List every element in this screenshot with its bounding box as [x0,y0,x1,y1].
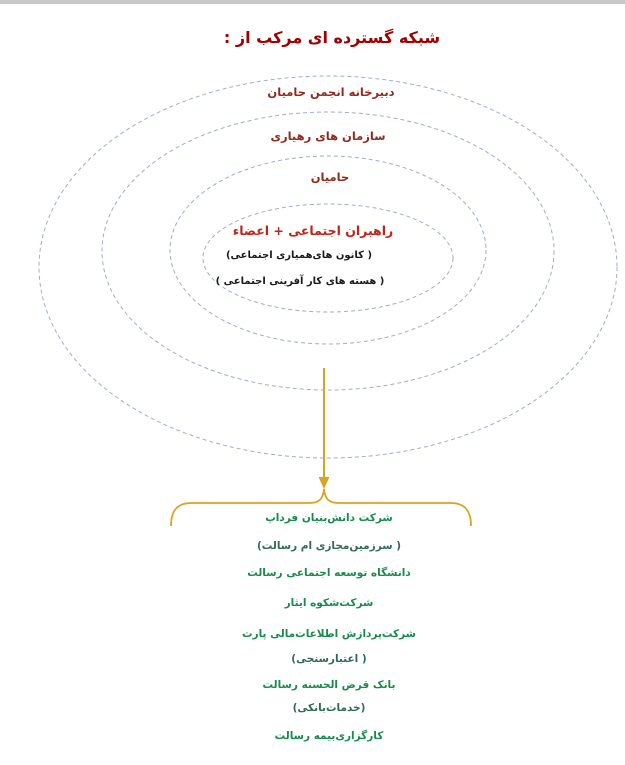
company-item-part-financial-data-processing: شرکت‌پردازش اطلاعات‌مالی پارت [241,628,417,640]
ring-label-secretariat: دبیرخانه انجمن حامیان [267,85,395,99]
company-item-resalat-qarz-alhasaneh-bank: بانک قرض الحسنه رسالت [262,679,396,691]
company-item-resalat-insurance-brokerage: کارگزاری‌بیمه رسالت [274,730,384,742]
company-item-banking-services: (خدمات‌بانکی) [292,702,366,714]
company-item-fardab: شرکت دانش‌بنیان فرداپ [265,512,393,524]
core-label-entrepreneurship-cores: ( هسته های کار آفرینی اجتماعی ) [215,276,385,287]
page-title: شبکه گسترده ای مرکب از : [223,28,441,47]
core-label-cooperation-centers: ( کانون های‌همیاری اجتماعی) [225,250,373,261]
company-item-shokuh-isar: شرکت‌شکوه ایثار [284,597,374,609]
down-arrow-icon [319,368,330,489]
company-item-credit-scoring: ( اعتبارسنجی) [291,653,367,665]
ring-label-supporters: حامیان [310,170,350,184]
ring-label-guidance-organizations: سازمان های رهیاری [270,129,386,143]
company-item-virtual-land-resalat: ( سرزمین‌مجازی ام رسالت) [256,540,402,552]
core-label-social-leaders-members: راهبران اجتماعی + اعضاء [232,223,394,238]
company-item-resalat-social-development-university: دانشگاه توسعه اجتماعی رسالت [247,567,411,579]
